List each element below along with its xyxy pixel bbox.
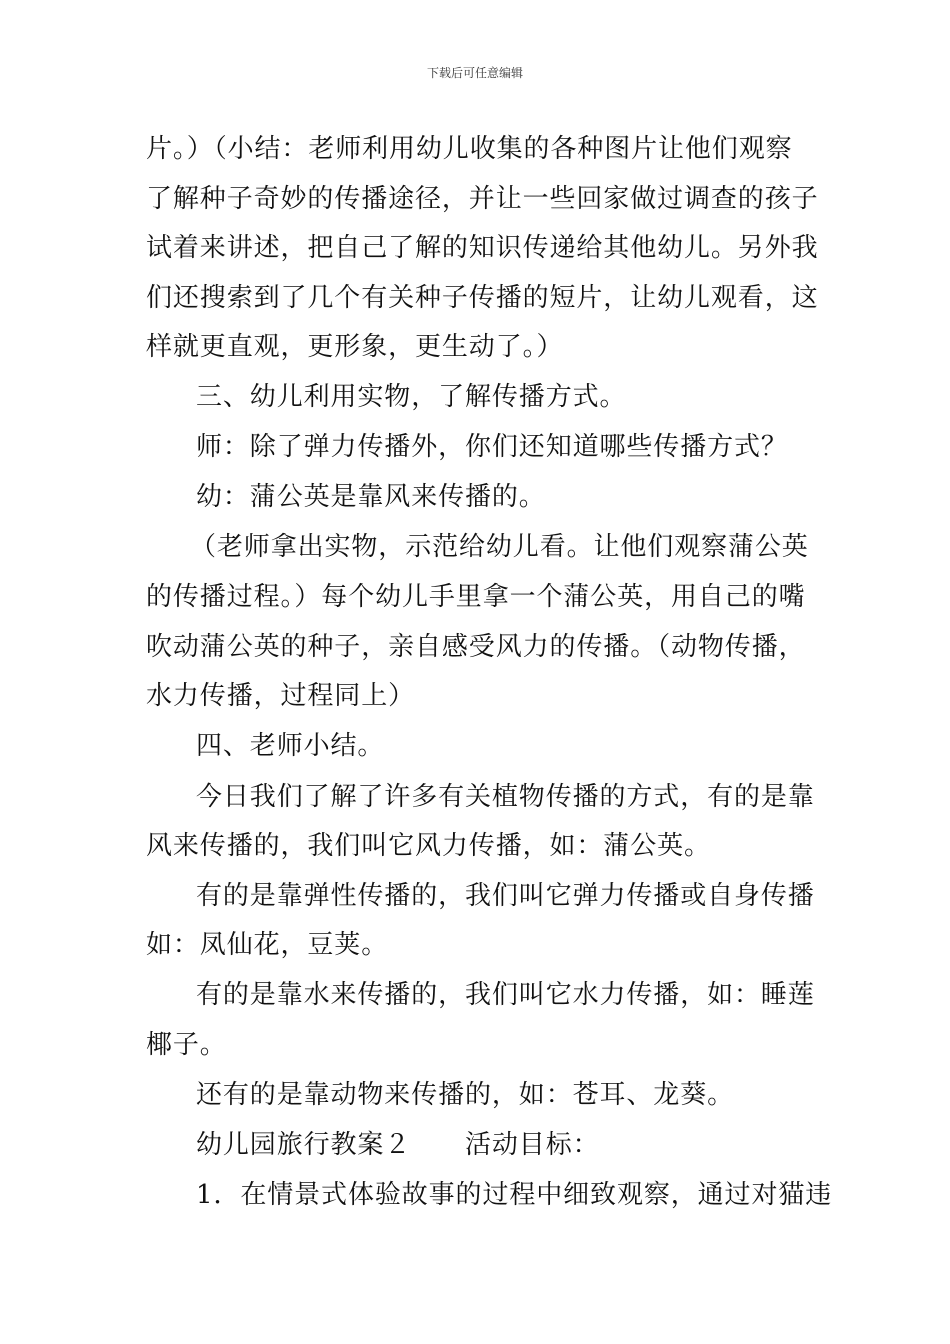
text-line: 样就更直观，更形象，更生动了。） <box>146 332 564 362</box>
section-heading: 四、老师小结。 <box>196 731 385 761</box>
text-line: 试着来讲述，把自己了解的知识传递给其他幼儿。另外我 <box>146 233 819 263</box>
dialogue-line: 师：除了弹力传播外，你们还知道哪些传播方式？ <box>196 432 788 462</box>
text-line: 有的是靠弹性传播的，我们叫它弹力传播或自身传播 <box>196 881 815 911</box>
text-line: 片。）（小结：老师利用幼儿收集的各种图片让他们观察 <box>146 134 793 164</box>
text-line: 如：凤仙花，豆荚。 <box>146 930 389 960</box>
text-line: 的传播过程。）每个幼儿手里拿一个蒲公英，用自己的嘴 <box>146 582 806 612</box>
text-line: 有的是靠水来传播的，我们叫它水力传播，如：睡莲 <box>196 980 815 1010</box>
text-line: 椰子。 <box>146 1030 227 1060</box>
dialogue-line: 幼：蒲公英是靠风来传播的。 <box>196 482 546 512</box>
text-line: 风来传播的，我们叫它风力传播，如：蒲公英。 <box>146 831 711 861</box>
text-line: 吹动蒲公英的种子，亲自感受风力的传播。（动物传播， <box>146 632 806 662</box>
list-item: 1．在情景式体验故事的过程中细致观察，通过对猫违 <box>196 1180 833 1210</box>
text-line: （老师拿出实物，示范给幼儿看。让他们观察蒲公英 <box>190 532 809 562</box>
page-header: 下载后可任意编辑 <box>426 66 523 80</box>
text-line: 水力传播，过程同上） <box>146 681 416 711</box>
section-heading: 三、幼儿利用实物，了解传播方式。 <box>196 382 627 412</box>
section-heading: 幼儿园旅行教案２ 活动目标： <box>196 1130 600 1160</box>
text-line: 今日我们了解了许多有关植物传播的方式，有的是靠 <box>196 782 815 812</box>
text-line: 们还搜索到了几个有关种子传播的短片，让幼儿观看，这 <box>146 283 819 313</box>
text-line: 还有的是靠动物来传播的，如：苍耳、龙葵。 <box>196 1080 735 1110</box>
text-line: 了解种子奇妙的传播途径，并让一些回家做过调查的孩子 <box>146 184 819 214</box>
